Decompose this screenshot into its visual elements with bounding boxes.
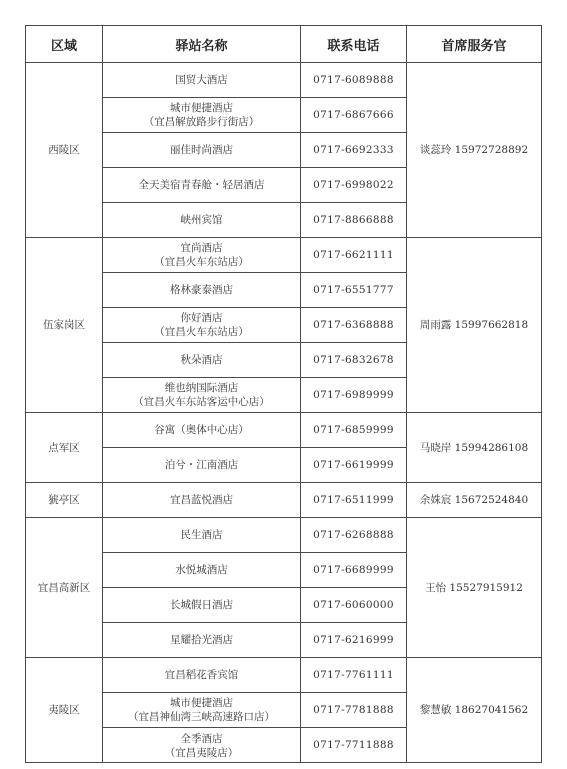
phone-cell: 0717-6511999	[301, 483, 407, 518]
header-phone: 联系电话	[301, 26, 407, 63]
table-row	[26, 238, 542, 273]
station-name-cell	[103, 133, 301, 168]
station-name-line: 国贸大酒店	[175, 74, 228, 86]
station-name-line: 维也纳国际酒店	[164, 382, 239, 394]
station-name-cell	[103, 623, 301, 658]
station-name-line: 宜昌蓝悦酒店	[170, 494, 233, 506]
station-name-cell	[103, 238, 301, 273]
station-name-cell	[103, 693, 301, 728]
station-name-line: 宜昌稻花香宾馆	[164, 669, 239, 681]
phone-cell: 0717-6621111	[301, 238, 407, 273]
phone-cell: 0717-6859999	[301, 413, 407, 448]
phone-cell: 0717-6832678	[301, 343, 407, 378]
station-name-line: 水悦城酒店	[175, 564, 228, 576]
station-name-line: 丽佳时尚酒店	[170, 144, 233, 156]
station-name-cell	[103, 98, 301, 133]
phone-cell: 0717-6998022	[301, 168, 407, 203]
header-station: 驿站名称	[103, 26, 301, 63]
station-name-cell	[103, 448, 301, 483]
station-name-cell	[103, 273, 301, 308]
station-name-cell	[103, 413, 301, 448]
table-body	[26, 63, 542, 763]
station-name-cell	[103, 518, 301, 553]
header-row	[26, 26, 542, 63]
officer-cell: 余姝宸 15672524840	[407, 483, 542, 518]
area-cell: 夷陵区	[26, 658, 103, 763]
area-cell: 猇亭区	[26, 483, 103, 518]
table-row	[26, 63, 542, 98]
station-name-cell	[103, 588, 301, 623]
phone-cell: 0717-6989999	[301, 378, 407, 413]
station-name-line: 谷寓（奥体中心店）	[154, 424, 249, 436]
header-officer: 首席服务官	[407, 26, 542, 63]
station-name-line: 民生酒店	[180, 529, 223, 541]
hotel-station-table	[25, 25, 542, 763]
area-cell: 宜昌高新区	[26, 518, 103, 658]
phone-cell: 0717-6268888	[301, 518, 407, 553]
table-row	[26, 483, 542, 518]
phone-cell: 0717-7761111	[301, 658, 407, 693]
area-cell: 伍家岗区	[26, 238, 103, 413]
table-row	[26, 658, 542, 693]
officer-cell: 周雨露 15997662818	[407, 238, 542, 413]
officer-cell: 马晓岸 15994286108	[407, 413, 542, 483]
station-name-cell	[103, 343, 301, 378]
station-name-cell	[103, 658, 301, 693]
station-name-cell	[103, 728, 301, 763]
officer-cell: 王怡 15527915912	[407, 518, 542, 658]
station-name-line: 秋朵酒店	[180, 354, 223, 366]
station-name-line: 你好酒店	[180, 312, 223, 324]
phone-cell: 0717-6867666	[301, 98, 407, 133]
phone-cell: 0717-8866888	[301, 203, 407, 238]
station-name-cell	[103, 168, 301, 203]
station-name-line: 城市便捷酒店	[170, 697, 233, 709]
station-name-line: 全季酒店	[180, 733, 223, 745]
station-name-cell	[103, 203, 301, 238]
station-name-line: 宜尚酒店	[180, 242, 223, 254]
phone-cell: 0717-6060000	[301, 588, 407, 623]
station-name-line: 城市便捷酒店	[170, 102, 233, 114]
area-cell: 点军区	[26, 413, 103, 483]
station-name-line: （宜昌夷陵店）	[164, 747, 239, 759]
station-name-line: （宜昌火车东站客运中心店）	[133, 396, 270, 408]
phone-cell: 0717-6551777	[301, 273, 407, 308]
station-name-line: 长城假日酒店	[170, 599, 233, 611]
station-name-cell	[103, 553, 301, 588]
station-name-line: 全天美宿青春舱・轻居酒店	[138, 179, 265, 191]
station-name-line: （宜昌火车东站店）	[154, 256, 249, 268]
station-name-line: （宜昌火车东站店）	[154, 326, 249, 338]
station-name-line: （宜昌神仙湾三峡高速路口店）	[128, 711, 275, 723]
station-name-cell	[103, 308, 301, 343]
station-name-line: 峡州宾馆	[180, 214, 223, 226]
officer-cell: 黎慧敏 18627041562	[407, 658, 542, 763]
officer-cell: 谈蕊玲 15972728892	[407, 63, 542, 238]
station-name-line: （宜昌解放路步行街店）	[143, 116, 260, 128]
station-name-line: 泊兮・江南酒店	[164, 459, 239, 471]
phone-cell: 0717-6692333	[301, 133, 407, 168]
header-area: 区域	[26, 26, 103, 63]
phone-cell: 0717-6689999	[301, 553, 407, 588]
phone-cell: 0717-6089888	[301, 63, 407, 98]
station-name-line: 格林豪泰酒店	[170, 284, 233, 296]
phone-cell: 0717-6619999	[301, 448, 407, 483]
area-cell: 西陵区	[26, 63, 103, 238]
table-row	[26, 518, 542, 553]
station-name-cell	[103, 63, 301, 98]
phone-cell: 0717-7711888	[301, 728, 407, 763]
phone-cell: 0717-6216999	[301, 623, 407, 658]
station-name-cell	[103, 378, 301, 413]
station-name-line: 星耀拾光酒店	[170, 634, 233, 646]
station-name-cell	[103, 483, 301, 518]
phone-cell: 0717-7781888	[301, 693, 407, 728]
phone-cell: 0717-6368888	[301, 308, 407, 343]
table-row	[26, 413, 542, 448]
